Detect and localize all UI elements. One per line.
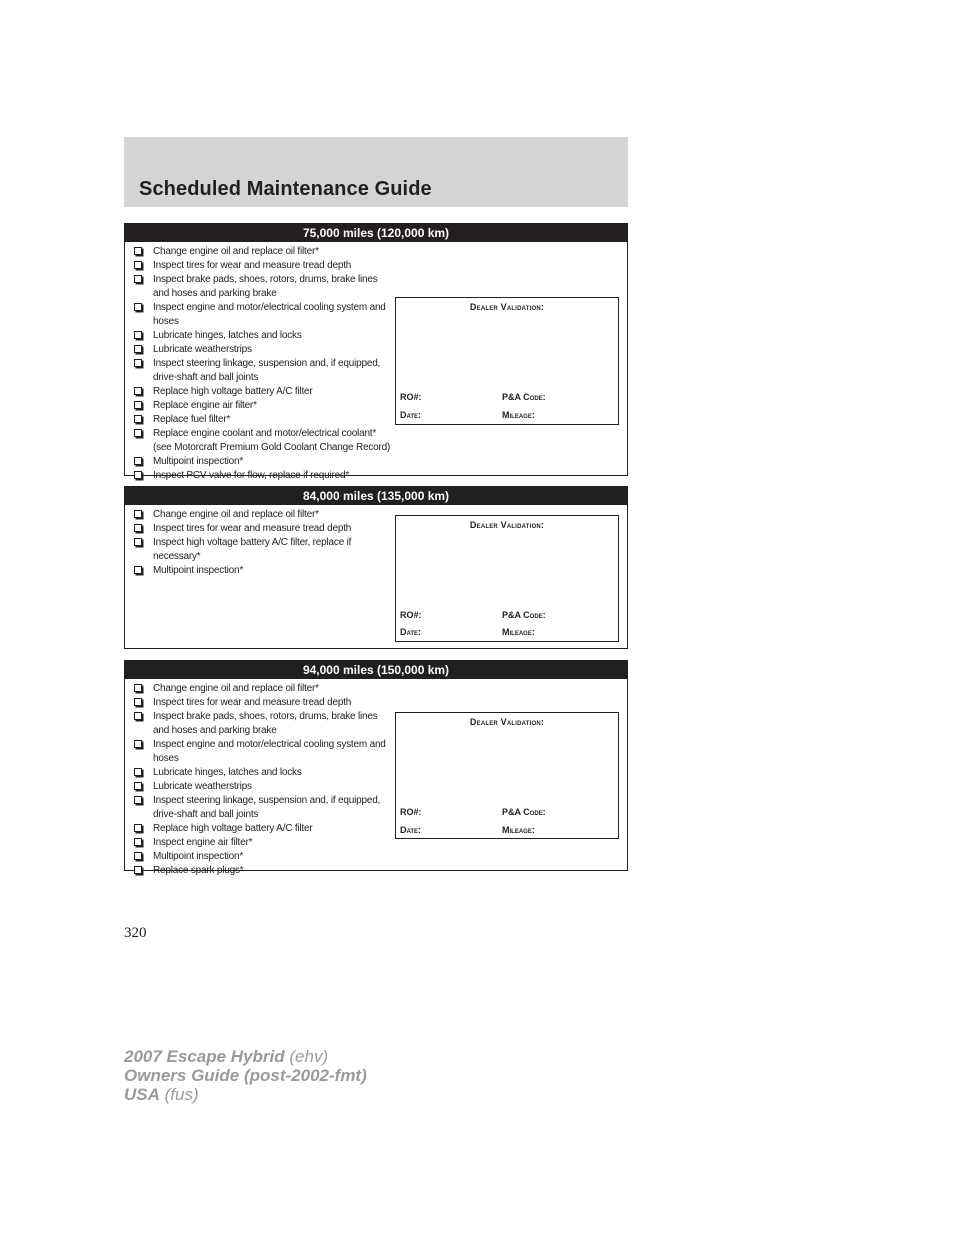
task-item bbox=[134, 710, 393, 738]
task-item bbox=[134, 522, 393, 536]
checkbox[interactable] bbox=[134, 852, 142, 860]
checkbox[interactable] bbox=[134, 524, 142, 532]
checkbox[interactable] bbox=[134, 471, 142, 479]
section-title: 94,000 miles (150,000 km) bbox=[125, 661, 627, 679]
footer-line-1 bbox=[124, 1047, 367, 1066]
checkbox[interactable] bbox=[134, 824, 142, 832]
checkbox[interactable] bbox=[134, 401, 142, 409]
task-label: Inspect engine air filter* bbox=[153, 837, 253, 848]
task-item bbox=[134, 564, 393, 578]
checkbox[interactable] bbox=[134, 429, 142, 437]
task-label: Change engine oil and replace oil filter* bbox=[153, 509, 319, 520]
task-label: Change engine oil and replace oil filter* bbox=[153, 246, 319, 257]
task-label: Change engine oil and replace oil filter* bbox=[153, 683, 319, 694]
maintenance-section-84000 bbox=[124, 486, 628, 649]
footer-model-code: (ehv) bbox=[289, 1047, 329, 1066]
task-item bbox=[134, 794, 393, 822]
task-item bbox=[134, 864, 393, 878]
section-title: 75,000 miles (120,000 km) bbox=[125, 224, 627, 242]
ro-label: RO#: bbox=[400, 392, 422, 402]
task-item bbox=[134, 822, 393, 836]
page-number: 320 bbox=[124, 925, 147, 941]
task-item bbox=[134, 245, 393, 259]
task-label: Multipoint inspection* bbox=[153, 565, 244, 576]
task-item bbox=[134, 836, 393, 850]
checkbox[interactable] bbox=[134, 684, 142, 692]
task-label: Lubricate weatherstrips bbox=[153, 344, 252, 355]
task-item bbox=[134, 357, 393, 385]
task-item bbox=[134, 508, 393, 522]
task-item bbox=[134, 738, 393, 766]
checkbox[interactable] bbox=[134, 415, 142, 423]
date-label: Date: bbox=[400, 410, 422, 420]
ro-label: RO#: bbox=[400, 807, 422, 817]
checkbox[interactable] bbox=[134, 866, 142, 874]
task-item bbox=[134, 413, 393, 427]
mileage-label: Mileage: bbox=[502, 825, 535, 835]
task-label: Inspect engine and motor/electrical cooling system and hoses bbox=[153, 302, 386, 327]
checkbox[interactable] bbox=[134, 303, 142, 311]
task-label: Multipoint inspection* bbox=[153, 456, 244, 467]
ro-label: RO#: bbox=[400, 610, 422, 620]
task-item bbox=[134, 259, 393, 273]
task-label: Inspect brake pads, shoes, rotors, drums, brake lines and hoses and parking brake bbox=[153, 274, 378, 299]
task-item bbox=[134, 427, 393, 455]
dealer-validation-box bbox=[395, 712, 619, 839]
task-label: Inspect steering linkage, suspension and, if equipped, drive-shaft and ball joints bbox=[153, 795, 381, 820]
checkbox[interactable] bbox=[134, 782, 142, 790]
task-item bbox=[134, 850, 393, 864]
task-item bbox=[134, 329, 393, 343]
task-label: Lubricate hinges, latches and locks bbox=[153, 330, 302, 341]
mileage-label: Mileage: bbox=[502, 627, 535, 637]
maintenance-section-94000 bbox=[124, 660, 628, 876]
pa-code-label: P&A Code: bbox=[502, 610, 546, 620]
mileage-label: Mileage: bbox=[502, 410, 535, 420]
checkbox[interactable] bbox=[134, 345, 142, 353]
task-item bbox=[134, 301, 393, 329]
dealer-validation-title: Dealer Validation: bbox=[469, 302, 545, 312]
task-item bbox=[134, 682, 393, 696]
task-item bbox=[134, 536, 393, 564]
page-title: Scheduled Maintenance Guide bbox=[139, 178, 432, 200]
checkbox[interactable] bbox=[134, 698, 142, 706]
task-label: Replace high voltage battery A/C filter bbox=[153, 823, 313, 834]
task-item bbox=[134, 273, 393, 301]
pa-code-label: P&A Code: bbox=[502, 807, 546, 817]
footer-guide-name: Owners Guide (post-2002-fmt) bbox=[124, 1066, 367, 1085]
checkbox[interactable] bbox=[134, 510, 142, 518]
checkbox[interactable] bbox=[134, 247, 142, 255]
task-label: Replace spark plugs* bbox=[153, 865, 244, 876]
section-title: 84,000 miles (135,000 km) bbox=[125, 487, 627, 505]
task-item bbox=[134, 385, 393, 399]
task-item bbox=[134, 469, 393, 483]
maintenance-section-75000 bbox=[124, 223, 628, 481]
footer-line-3 bbox=[124, 1085, 367, 1104]
task-label: Replace engine air filter* bbox=[153, 400, 257, 411]
checkbox[interactable] bbox=[134, 331, 142, 339]
checkbox[interactable] bbox=[134, 261, 142, 269]
checkbox[interactable] bbox=[134, 275, 142, 283]
task-label: Replace high voltage battery A/C filter bbox=[153, 386, 313, 397]
task-label: Inspect tires for wear and measure tread depth bbox=[153, 523, 352, 534]
task-label: Inspect steering linkage, suspension and, if equipped, drive-shaft and ball joints bbox=[153, 358, 381, 383]
task-item bbox=[134, 343, 393, 357]
task-label: Lubricate hinges, latches and locks bbox=[153, 767, 302, 778]
footer-market-code: (fus) bbox=[164, 1085, 199, 1104]
footer-model: 2007 Escape Hybrid bbox=[124, 1047, 285, 1066]
checkbox[interactable] bbox=[134, 566, 142, 574]
header-band bbox=[124, 137, 628, 207]
date-label: Date: bbox=[400, 825, 422, 835]
checkbox[interactable] bbox=[134, 538, 142, 546]
dealer-validation-box bbox=[395, 297, 619, 425]
checkbox[interactable] bbox=[134, 387, 142, 395]
checkbox[interactable] bbox=[134, 768, 142, 776]
task-item bbox=[134, 455, 393, 469]
task-item bbox=[134, 780, 393, 794]
task-label: Inspect brake pads, shoes, rotors, drums, brake lines and hoses and parking brake bbox=[153, 711, 378, 736]
dealer-validation-title: Dealer Validation: bbox=[469, 717, 545, 727]
task-label: Multipoint inspection* bbox=[153, 851, 244, 862]
task-item bbox=[134, 766, 393, 780]
checkbox[interactable] bbox=[134, 740, 142, 748]
task-item bbox=[134, 696, 393, 710]
date-label: Date: bbox=[400, 627, 422, 637]
task-label: Replace engine coolant and motor/electrical coolant* (see Motorcraft Premium Gold Coolant Change Record) bbox=[153, 428, 391, 453]
task-label: Replace fuel filter* bbox=[153, 414, 231, 425]
pa-code-label: P&A Code: bbox=[502, 392, 546, 402]
dealer-validation-box bbox=[395, 515, 619, 642]
checkbox[interactable] bbox=[134, 712, 142, 720]
task-label: Lubricate weatherstrips bbox=[153, 781, 252, 792]
task-label: Inspect tires for wear and measure tread depth bbox=[153, 697, 352, 708]
task-label: Inspect tires for wear and measure tread depth bbox=[153, 260, 352, 271]
footer-line-2 bbox=[124, 1066, 367, 1085]
checkbox[interactable] bbox=[134, 457, 142, 465]
task-item bbox=[134, 399, 393, 413]
footer-document-info bbox=[124, 1047, 367, 1104]
task-label: Inspect high voltage battery A/C filter, replace if necessary* bbox=[153, 537, 352, 562]
dealer-validation-title: Dealer Validation: bbox=[469, 520, 545, 530]
checkbox[interactable] bbox=[134, 796, 142, 804]
footer-market: USA bbox=[124, 1085, 160, 1104]
task-label: Inspect engine and motor/electrical cooling system and hoses bbox=[153, 739, 386, 764]
checkbox[interactable] bbox=[134, 359, 142, 367]
checkbox[interactable] bbox=[134, 838, 142, 846]
task-label: Inspect PCV valve for flow, replace if required* bbox=[153, 470, 350, 481]
